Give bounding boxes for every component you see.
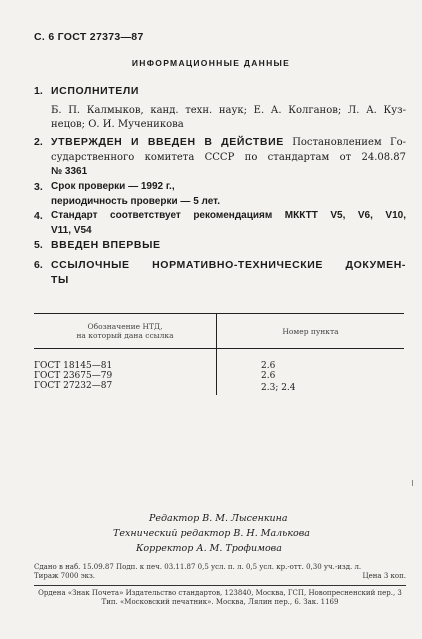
section-1: [34, 84, 406, 133]
table-cell-item: 2.3; 2.4: [261, 383, 296, 393]
scan-mark: [412, 480, 413, 486]
corrector-line: [136, 543, 282, 554]
section-title: ССЫЛОЧНЫЕ НОРМАТИВНО-ТЕХНИЧЕСКИЕ ДОКУМЕН-: [51, 259, 406, 271]
section-text: V11, V54: [51, 224, 92, 236]
imprint-print-data: Сдано в наб. 15.09.87 Подп. к печ. 03.11.87 0,5 усл. п. л. 0,5 усл. кр.-отт. 0,30 уч.-изд. л. Тираж 7000 экз. Цена 3 коп.: [34, 563, 406, 580]
section-number: 3.: [34, 181, 43, 193]
table-row: [34, 371, 404, 381]
section-text: сударственного комитета СССР по стандартам от 24.08.87: [51, 151, 406, 163]
section-text: нецов; О. И. Мученикова: [51, 119, 184, 130]
section-text: № 3361: [51, 166, 88, 177]
section-text: Постановлением Го-: [292, 137, 406, 148]
tech-editor-name: В. Н. Малькова: [233, 528, 310, 539]
section-title: ВВЕДЕН ВПЕРВЫЕ: [51, 239, 161, 251]
column-header-item: Номер пункта: [217, 314, 405, 349]
section-number: 1.: [34, 85, 43, 97]
corrector-name: А. М. Трофимова: [196, 543, 282, 554]
section-4: [34, 209, 406, 238]
print-run: Тираж 7000 экз.: [34, 572, 96, 580]
tech-editor-line: [113, 528, 310, 539]
section-title: ТЫ: [51, 273, 69, 286]
table-cell-item: 2.6: [261, 371, 276, 381]
corrector-role: Корректор: [136, 543, 194, 554]
editor-line: [149, 513, 288, 524]
table-cell-document: ГОСТ 27232—87: [34, 381, 217, 395]
price: Цена 3 коп.: [362, 572, 406, 580]
tech-editor-role: Технический редактор: [113, 528, 231, 539]
imprint-publisher: Ордена «Знак Почета» Издательство стандартов, 123840, Москва, ГСП, Новопресненский пер., 3 Тип. «Московский печатник». Москва, Лялин пер., 6. Зак. 1169: [38, 589, 402, 606]
section-text: Стандарт соответствует рекомендациям МККТТ V5, V6, V10,: [51, 210, 406, 221]
section-2: [34, 135, 406, 180]
section-number: 5.: [34, 239, 43, 251]
section-number: 2.: [34, 136, 43, 148]
table-row: [34, 349, 404, 372]
table-cell-item: 2.6: [261, 361, 276, 371]
section-text: Б. П. Калмыков, канд. техн. наук; Е. А. Колганов; Л. А. Куз-: [51, 104, 406, 116]
section-title: ИСПОЛНИТЕЛИ: [51, 85, 140, 97]
page-header: С. 6 ГОСТ 27373—87: [34, 31, 144, 43]
section-number: 4.: [34, 210, 43, 222]
table-row: [34, 381, 404, 395]
section-text: периодичность проверки — 5 лет.: [51, 195, 220, 207]
references-table: [34, 313, 404, 395]
table-cell-document: ГОСТ 18145—81: [34, 349, 217, 372]
info-title: ИНФОРМАЦИОННЫЕ ДАННЫЕ: [131, 58, 291, 68]
divider: [34, 585, 406, 586]
section-5: [34, 238, 406, 253]
table-cell-document: ГОСТ 23675—79: [34, 371, 217, 381]
section-number: 6.: [34, 259, 43, 271]
section-title: УТВЕРЖДЕН И ВВЕДЕН В ДЕЙСТВИЕ: [51, 136, 284, 148]
section-6: [34, 258, 406, 287]
editor-role: Редактор: [149, 513, 200, 524]
column-header-document: Обозначение НТД, на который дана ссылка: [34, 314, 217, 349]
section-text: Срок проверки — 1992 г.,: [51, 181, 175, 192]
section-3: [34, 180, 406, 209]
editor-name: В. М. Лысенкина: [202, 513, 288, 524]
